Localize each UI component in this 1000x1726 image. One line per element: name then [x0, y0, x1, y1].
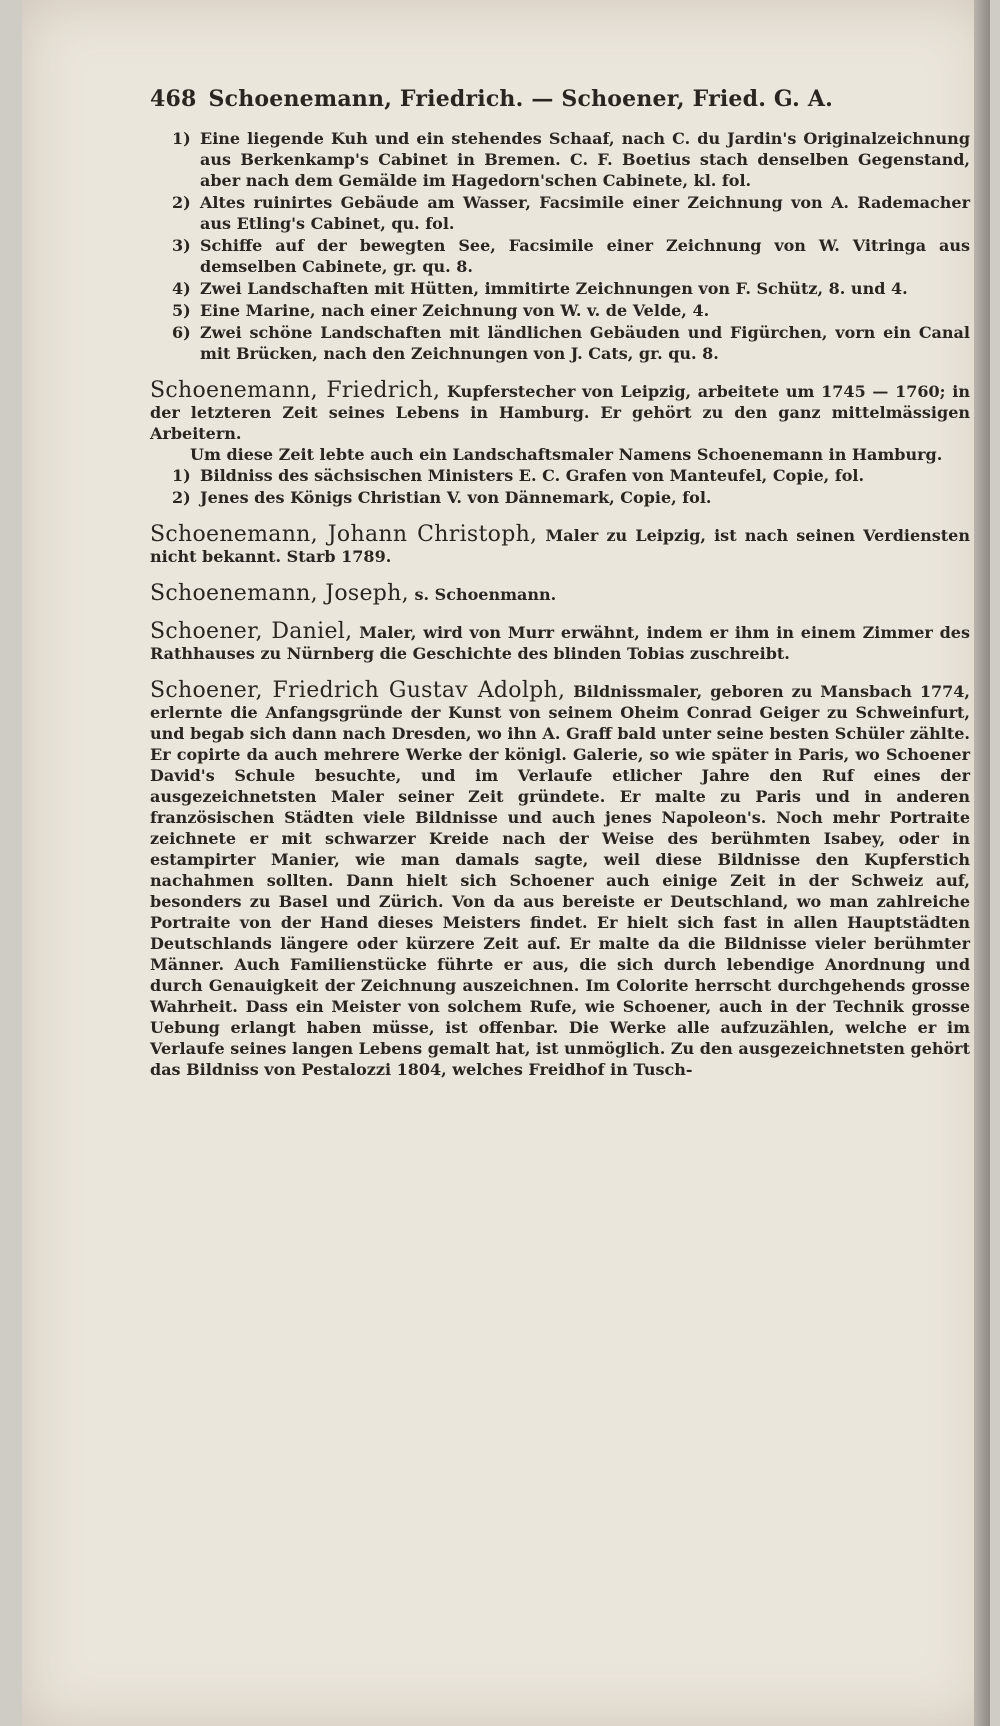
- entry-name: Schoener, Daniel,: [150, 619, 353, 644]
- entry-schoener-daniel: [150, 621, 970, 664]
- entry-text: Um diese Zeit lebte auch ein Landschaftsmaler Namens Schoenemann in Hamburg.: [190, 445, 943, 464]
- works-list-boetius: [172, 128, 970, 364]
- list-item: 4) Zwei Landschaften mit Hütten, immitirte Zeichnungen von F. Schütz, 8. und 4.: [172, 279, 908, 298]
- running-header: [150, 84, 970, 114]
- entry-schoenemann-joseph: [150, 583, 970, 605]
- entry-schoenemann-johann: [150, 524, 970, 567]
- entry-name: Schoenemann, Johann Christoph,: [150, 522, 538, 547]
- entry-text: s. Schoenmann.: [414, 585, 557, 604]
- entry-name: Schoenemann, Friedrich,: [150, 378, 441, 403]
- list-item: 2) Jenes des Königs Christian V. von Dännemark, Copie, fol.: [172, 488, 712, 507]
- list-item: 3) Schiffe auf der bewegten See, Facsimile einer Zeichnung von W. Vitringa aus demselben Cabinete, gr. qu. 8.: [172, 236, 970, 276]
- list-item: 1) Bildniss des sächsischen Ministers E. C. Grafen von Manteufel, Copie, fol.: [172, 466, 865, 485]
- entry-text: Bildnissmaler, geboren zu Mansbach 1774, erlernte die Anfangsgründe der Kunst von seinem Oheim Conrad Geiger zu Schweinfurt, und begab sich dann nach Dresden, wo ihn A. Graff bald unter seine besten Schüler zählte. Er copirte da auch mehrere Werke der königl. Galerie, so wie später in Paris, wo Schoener David's Schule besuchte, und im Verlaufe etlicher Jahre den Ruf eines der ausgezeichnetsten Maler seiner Zeit gründete. Er malte zu Paris und in anderen französischen Städten viele Bildnisse und auch jenes Napoleon's. Noch mehr Portraite zeichnete er mit schwarzer Kreide nach der Weise des berühmten Isabey, oder in estampirter Manier, wie man damals sagte, weil diese Bildnisse den Kupferstich nachahmen sollten. Dann hielt sich Schoener auch einige Zeit in der Schweiz auf, besonders zu Basel und Zürich. Von da aus bereiste er Deutschland, wo man zahlreiche Portraite von der Hand dieses Meisters findet. Er hielt sich fast in allen Hauptstädten Deutschlands längere oder kürzere Zeit auf. Er malte da die Bildnisse vieler berühmter Männer. Auch Familienstücke führte er aus, die sich durch lebendige Anordnung und durch Genauigkeit der Zeichnung auszeichnen. Im Colorite herrscht durchgehends grosse Wahrheit. Dass ein Meister von solchem Rufe, wie Schoener, auch in der Technik grosse Uebung erlangt haben müsse, ist offenbar. Die Werke alle aufzuzählen, welche er im Verlaufe seines langen Lebens gemalt hat, ist unmöglich. Zu den ausgezeichnetsten gehört das Bildniss von Pestalozzi 1804, welches Freidhof in Tusch-: [150, 682, 970, 1079]
- list-item: 6) Zwei schöne Landschaften mit ländlichen Gebäuden und Figürchen, vorn ein Canal mit Brücken, nach den Zeichnungen von J. Cats, gr. qu. 8.: [172, 323, 970, 363]
- header-title: Schoenemann, Friedrich. — Schoener, Fried. G. A.: [208, 86, 833, 112]
- entry-text: Kupferstecher von Leipzig, arbeitete um 1745 — 1760; in der letzteren Zeit seines Lebens in Hamburg. Er gehört zu den ganz mittelmässigen Arbeitern.: [150, 382, 970, 443]
- entry-text: Maler zu Leipzig, ist nach seinen Verdiensten nicht bekannt. Starb 1789.: [150, 526, 970, 566]
- list-item: 2) Altes ruinirtes Gebäude am Wasser, Facsimile einer Zeichnung von A. Rademacher aus Etling's Cabinet, qu. fol.: [172, 193, 970, 233]
- entry-text: Maler, wird von Murr erwähnt, indem er ihm in einem Zimmer des Rathhauses zu Nürnberg die Geschichte des blinden Tobias zuschreibt.: [150, 623, 970, 663]
- list-item: 1) Eine liegende Kuh und ein stehendes Schaaf, nach C. du Jardin's Originalzeichnung aus Berkenkamp's Cabinet in Bremen. C. F. Boetius stach denselben Gegenstand, aber nach dem Gemälde im Hagedorn'schen Cabinete, kl. fol.: [172, 129, 970, 190]
- page-number: 468: [150, 86, 197, 112]
- works-list: [172, 465, 970, 508]
- book-page: [22, 0, 990, 1726]
- page-edge-shadow: [974, 0, 990, 1726]
- entry-schoenemann-friedrich: [150, 380, 970, 508]
- list-item: 5) Eine Marine, nach einer Zeichnung von W. v. de Velde, 4.: [172, 301, 710, 320]
- entry-name: Schoenemann, Joseph,: [150, 581, 409, 606]
- entry-name: Schoener, Friedrich Gustav Adolph,: [150, 678, 566, 703]
- page-content: [150, 84, 970, 1080]
- entry-schoener-friedrich-gustav-adolph: [150, 680, 970, 1080]
